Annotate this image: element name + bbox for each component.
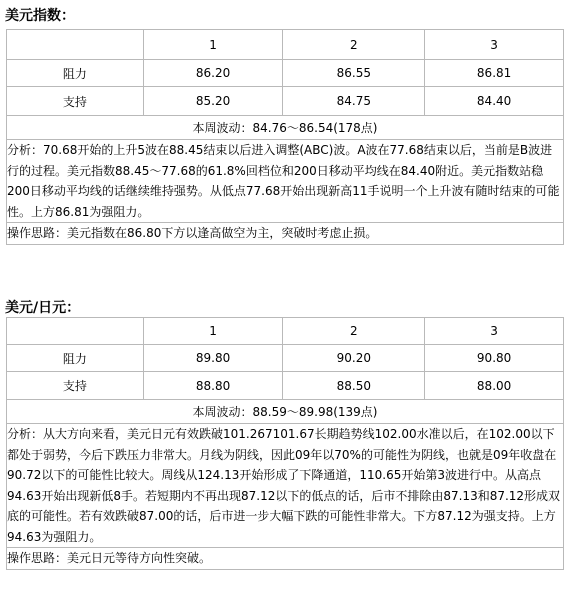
header-cell: 1: [143, 30, 283, 60]
row-label-support: 支持: [7, 87, 144, 116]
analysis-text: 分析：从大方向来看，美元日元有效跌破101.267101.67长期趋势线102.00水准以后，在102.00以下都处于弱势，今后下跌压力非常大。月线为阴线，因此09年以70%的可能性为阴线，也就是09年收盘在90.72以下的可能性比较大。周线从124.13开始形成了下降通道，110.65开始第3波进行中。从高点94.63开始出现新低8手。若短期内不再出现87.12以下的低点的话，后市不排除由87.13和87.12形成双底的可能性。若有效跌破87.00的话，后市进一步大幅下跌的可能性非常大。下方87.12为强支持。上方94.63为强阻力。: [7, 424, 564, 548]
header-empty-cell: [7, 30, 144, 60]
header-row: [7, 318, 564, 345]
value-cell: 84.75: [283, 87, 425, 116]
row-label-support: 支持: [7, 372, 144, 400]
header-cell: 3: [425, 318, 564, 345]
section-title-usd-jpy: 美元/日元：: [5, 300, 81, 316]
usd-jpy-table: [6, 317, 564, 570]
weekly-range-row: [7, 400, 564, 424]
strategy-text: 操作思路：美元日元等待方向性突破。: [7, 548, 564, 570]
weekly-range: 本周波动：84.76～86.54(178点): [7, 116, 564, 140]
value-cell: 86.81: [425, 60, 564, 87]
analysis-row: [7, 424, 564, 548]
strategy-row: [7, 548, 564, 570]
value-cell: 90.80: [425, 345, 564, 372]
analysis-row: [7, 140, 564, 223]
section-title-usd-index: 美元指数：: [5, 8, 75, 24]
analysis-text: 分析：70.68开始的上升5波在88.45结束以后进入调整(ABC)波。A波在77.68结束以后，当前是B波进行的过程。美元指数88.45～77.68的61.8%回档位和200日移动平均线在84.40附近。美元指数站稳200日移动平均线的话继续维持强势。从低点77.68开始出现新高11手说明一个上升波有随时结束的可能性。上方86.81为强阻力。: [7, 140, 564, 223]
support-row: [7, 372, 564, 400]
resistance-row: [7, 345, 564, 372]
value-cell: 90.20: [283, 345, 425, 372]
value-cell: 88.50: [283, 372, 425, 400]
header-cell: 2: [283, 318, 425, 345]
row-label-resistance: 阻力: [7, 60, 144, 87]
support-row: [7, 87, 564, 116]
header-row: [7, 30, 564, 60]
header-cell: 3: [425, 30, 564, 60]
header-cell: 2: [283, 30, 425, 60]
strategy-text: 操作思路：美元指数在86.80下方以逢高做空为主，突破时考虑止损。: [7, 223, 564, 245]
resistance-row: [7, 60, 564, 87]
header-cell: 1: [143, 318, 283, 345]
value-cell: 86.20: [143, 60, 283, 87]
value-cell: 89.80: [143, 345, 283, 372]
weekly-range-row: [7, 116, 564, 140]
value-cell: 85.20: [143, 87, 283, 116]
usd-index-table: [6, 29, 564, 245]
value-cell: 88.80: [143, 372, 283, 400]
weekly-range: 本周波动：88.59～89.98(139点): [7, 400, 564, 424]
value-cell: 86.55: [283, 60, 425, 87]
row-label-resistance: 阻力: [7, 345, 144, 372]
value-cell: 84.40: [425, 87, 564, 116]
header-empty-cell: [7, 318, 144, 345]
value-cell: 88.00: [425, 372, 564, 400]
strategy-row: [7, 223, 564, 245]
